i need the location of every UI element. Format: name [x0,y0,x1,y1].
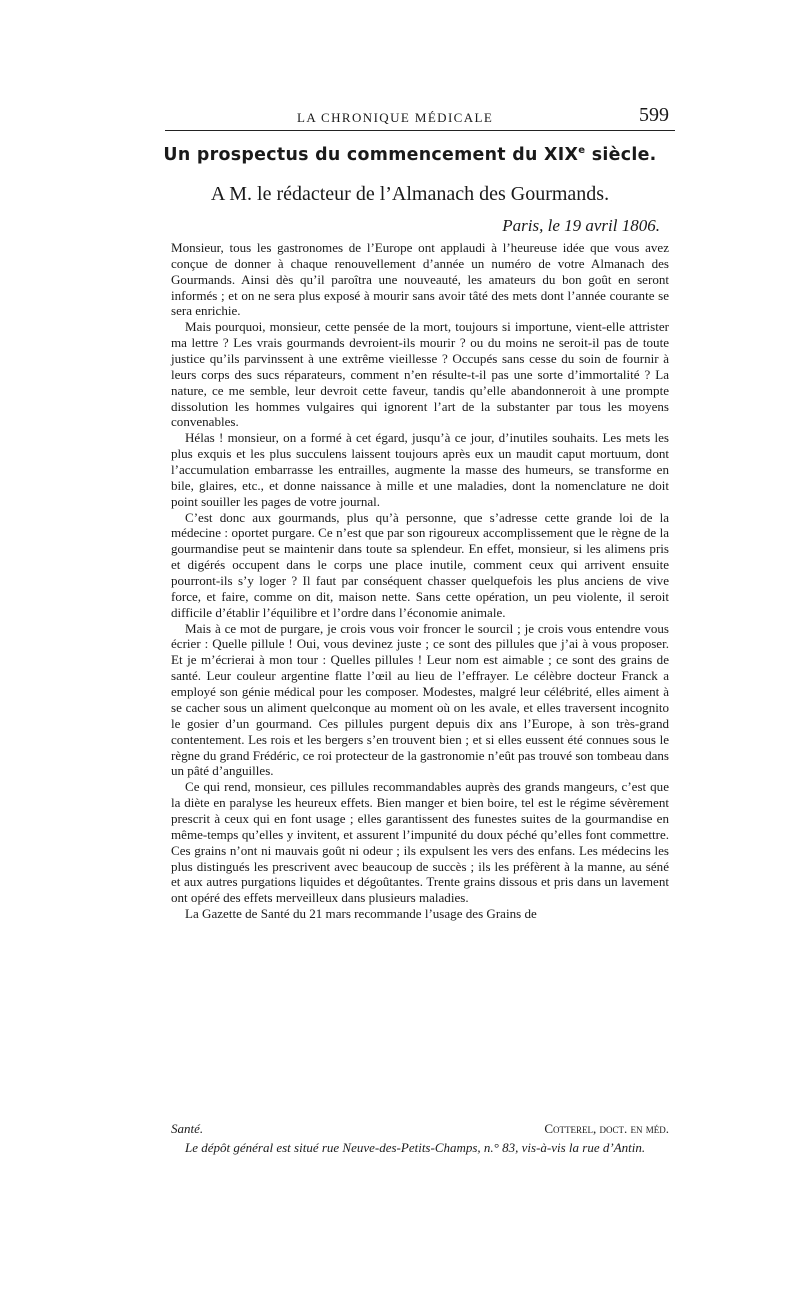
running-header [165,104,675,131]
paragraph: C’est donc aux gourmands, plus qu’à personne, que s’adresse cette grande loi de la médecine : oportet purgare. Ce n’est que par son rigoureux accomplissement que le règne de la gourmandise peut se maintenir dans toute sa splendeur. En effet, monsieur, si les alimens pris et digérés occupent dans le corps une place inutile, comment ceux qui arrivent ensuite pourront-ils s’y loger ? Il faut par conséquent chasser quelquefois les plus anciens de vive force, et faire, comme on dit, maison nette. Sans cette opération, un peu violente, il seroit difficile d’établir l’équilibre et l’ordre dans l’économie animale. [171,509,669,620]
article-title-end: siècle. [585,145,657,165]
paragraph: La Gazette de Santé du 21 mars recommande l’usage des Grains de [185,906,537,922]
paragraph: Mais à ce mot de purgare, je crois vous voir froncer le sourcil ; je crois vous entendre vous écrier : Quelle pillule ! Oui, vous devinez juste ; ce sont des pillules que j’ai à vous proposer. Et je m’écrierai à mon tour : Quelles pillules ! Leur nom est aimable ; ce sont des grains de santé. Leur couleur argentine flatte l’œil au lieu de l’effrayer. Le célèbre docteur Franck a employé son génie médical pour les composer. Modestes, malgré leur célébrité, elles aiment à se cacher sous un aliment quelconque au moment où on les avale, et elles traversent incognito le gosier d’un gourmand. Ces pillules purgent depuis dix ans l’Europe, à son très-grand contentement. Les rois et les bergers s’en trouvent bien ; et si elles eussent été connues sous le règne du grand Frédéric, ce roi protecteur de la gastronomie n’eût pas trouvé son tombeau dans un pâté d’anguilles. [171,620,669,779]
article-title-superscript: e [578,145,586,157]
article-body [171,240,669,922]
signature-left: Santé. [171,1121,204,1136]
signature-author: Cotterel, doct. en méd. [544,1121,669,1136]
footnote: Le dépôt général est situé rue Neuve-des-Petits-Champs, n.° 83, vis-à-vis la rue d’Antin. [185,1140,646,1155]
page-number: 599 [639,104,669,126]
paragraph: Monsieur, tous les gastronomes de l’Europe ont applaudi à l’heureuse idée que vous avez conçue de donner à chaque renouvellement d’année un numéro de votre Almanach des Gourmands. Ainsi dès qu’il paroîtra une nouveauté, les amateurs du bon goût en seront informés ; et on ne sera plus exposé à mourir sans avoir tâté des mets dont l’année courante se sera enrichie. [171,240,669,319]
signature-line [171,1121,669,1137]
article-title-main: Un prospectus du commencement du XIX [163,145,579,165]
running-title: LA CHRONIQUE MÉDICALE [297,110,494,125]
paragraph: Mais pourquoi, monsieur, cette pensée de la mort, toujours si importune, vient-elle attrister ma lettre ? Les vrais gourmands devroient-ils mourir ? ou du moins ne seroit-il pas de toute justice qu’ils parvinssent à une extrême vieillesse ? Occupés sans cesse du soin de fournir à leurs corps des sucs réparateurs, comment n’en résulte-t-il pas une sorte d’immortalité ? La nature, ce me semble, leur devroit cette faveur, tandis qu’elle abandonneroit à une prompte dissolution les hommes vulgaires qui ignorent l’art de la substanter par tous les moyens convenables. [171,319,669,430]
paragraph: Ce qui rend, monsieur, ces pillules recommandables auprès des grands mangeurs, c’est que la diète en paralyse les heureux effets. Bien manger et bien boire, tel est le régime sévèrement prescrit à ceux qui en font usage ; elles garantissent des funestes suites de la gourmandise en même-temps qu’elles y invitent, et assurent l’impunité du doux péché qu’elles font commettre. Ces grains n’ont ni mauvais goût ni odeur ; ils expulsent les vers des enfans. Les médecins les plus distingués les prescrivent avec beaucoup de succès ; ils les préfèrent à la manne, au séné et aux autres purgations liquides et dégoûtantes. Trente grains dissous et pris dans un lavement ont opéré des effets merveilleux dans plusieurs maladies. [171,779,669,906]
article-title [150,145,670,165]
paragraph: Hélas ! monsieur, on a formé à cet égard, jusqu’à ce jour, d’inutiles souhaits. Les mets les plus exquis et les plus succulens laissent toujours après eux un maudit caput mortuum, dont l’accumulation embarrasse les entrailles, augmente la masse des humeurs, se transforme en bile, glaires, etc., et donne naissance à mille et une maladies, dont la nomenclature ne doit point souiller les pages de votre journal. [171,430,669,509]
dateline: Paris, le 19 avril 1806. [502,216,660,235]
article-subtitle: A M. le rédacteur de l’Almanach des Gourmands. [210,183,610,205]
